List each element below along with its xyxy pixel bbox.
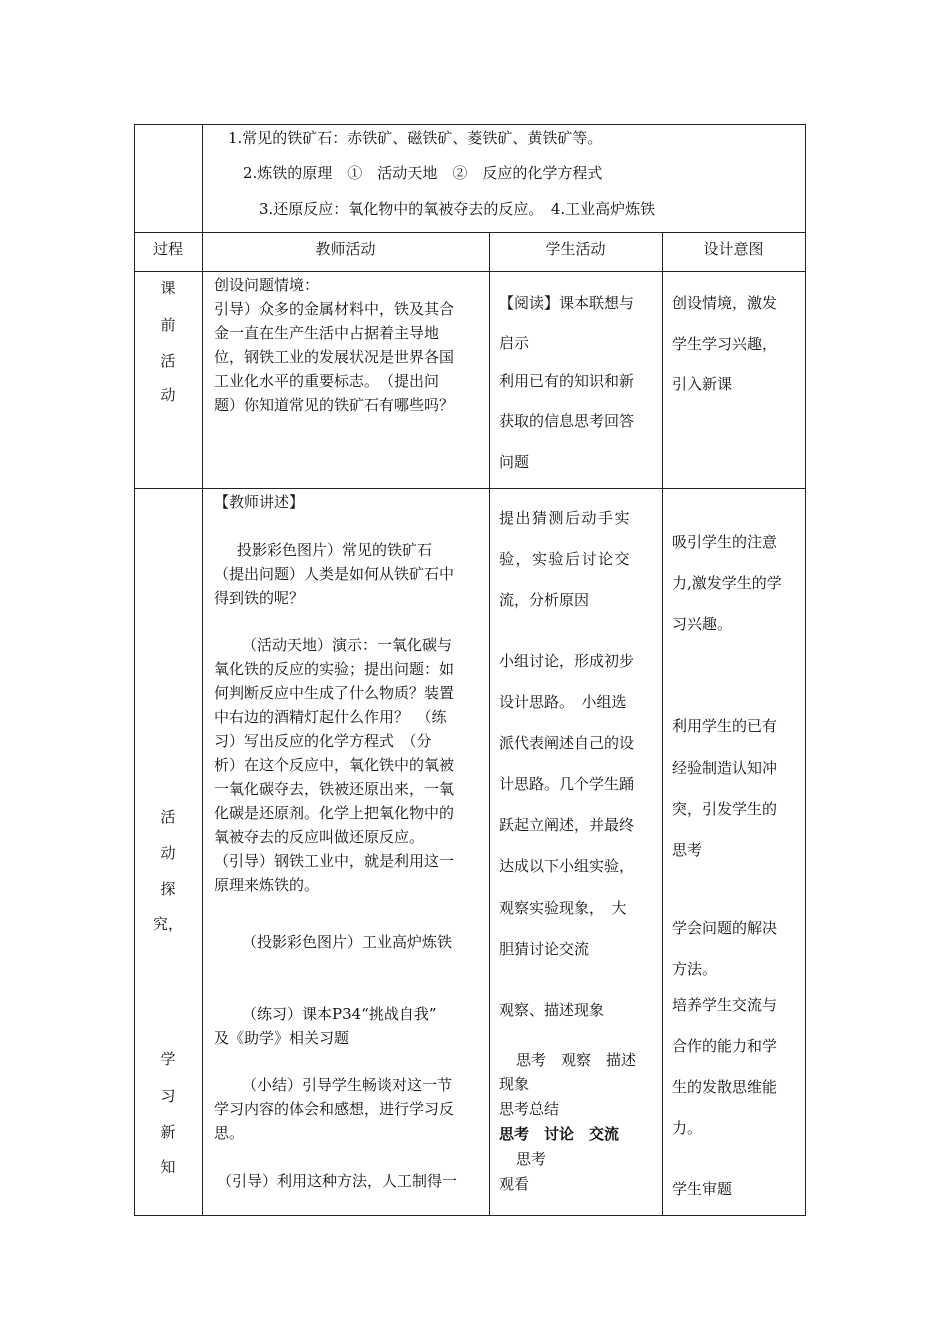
design-d2-line: 突，引发学生的 (672, 800, 778, 818)
row2-process-char: 探 (160, 880, 176, 898)
table-border-bottom (134, 1215, 806, 1216)
row1-design-line: 引入新课 (672, 375, 733, 393)
teacher-p5-line: 思。 (214, 1124, 245, 1142)
teacher-p3-line: （投影彩色图片）工业高炉炼铁 (242, 933, 453, 951)
summary-line-2: 2.炼铁的原理 ① 活动天地 ② 反应的化学方程式 (243, 164, 603, 182)
row1-student-line: 问题 (499, 453, 530, 471)
student-s2-line: 派代表阐述自己的设 (499, 734, 635, 752)
student-s2-line: 跃起立阐述，并最终 (499, 816, 635, 834)
table-rule-col2 (489, 232, 490, 1216)
student-s1-line: 流，分析原因 (499, 591, 590, 609)
table-border-right (805, 124, 806, 1216)
design-d2-line: 经验制造认知冲 (672, 759, 778, 777)
teacher-p1-line: 投影彩色图片）常见的铁矿石 (237, 541, 433, 559)
row1-teacher-line: 引导）众多的金属材料中，铁及其合 (214, 300, 455, 318)
student-s2-line: 计思路。几个学生踊 (499, 775, 635, 793)
teacher-p2-line: 氧化铁的反应的实验；提出问题：如 (214, 660, 455, 678)
teacher-section-title: 【教师讲述】 (214, 493, 305, 511)
teacher-p2-line: （引导）钢铁工业中，就是利用这一 (214, 852, 455, 870)
student-s6-line: 观看 (499, 1175, 530, 1193)
row1-teacher-line: 题）你知道常见的铁矿石有哪些吗？ (214, 396, 455, 414)
row1-design-line: 创设情境，激发 (672, 294, 778, 312)
student-s1-line: 提出猜测后动手实 (499, 509, 632, 527)
row1-student-line: 【阅读】课本联想与 (499, 294, 635, 312)
row1-design-line: 学生学习兴趣， (672, 335, 778, 353)
row1-process-char: 前 (160, 316, 176, 334)
row1-teacher-line: 工业化水平的重要标志。 （提出问 (214, 372, 440, 390)
row1-teacher-line: 金一直在生产生活中占据着主导地 (214, 324, 440, 342)
design-d3-line: 方法。 (672, 960, 718, 978)
design-d3-line: 力。 (672, 1119, 703, 1137)
teacher-p2-line: 氧被夺去的反应叫做还原反应。 (214, 828, 425, 846)
teacher-p2-line: 习）写出反应的化学方程式 （分 (214, 732, 432, 750)
table-border-top (134, 124, 806, 125)
teacher-p2-line: 化碳是还原剂。化学上把氧化物中的 (214, 804, 455, 822)
table-rule-col3 (662, 232, 663, 1216)
row2-process-char: 究， (152, 915, 183, 933)
header-design: 设计意图 (703, 240, 764, 258)
student-s1-line: 验，实验后讨论交 (499, 550, 632, 568)
row2-process-char: 学 (160, 1050, 176, 1068)
row1-process-char: 课 (160, 279, 176, 297)
header-process: 过程 (152, 240, 183, 258)
row1-student-line: 获取的信息思考回答 (499, 412, 635, 430)
student-s2-line: 设计思路。 小组选 (499, 693, 627, 711)
row2-process-char: 活 (160, 808, 176, 826)
teacher-p2-line: 原理来炼铁的。 (214, 876, 320, 894)
row1-process-char: 活 (160, 352, 176, 370)
student-s6-line: 思考 (516, 1150, 547, 1168)
teacher-p4-line: 及《助学》相关习题 (214, 1029, 350, 1047)
design-d3-line: 学会问题的解决 (672, 919, 778, 937)
design-d3-line: 培养学生交流与 (672, 996, 778, 1014)
student-s2-line: 胆猜讨论交流 (499, 940, 590, 958)
student-s2-line: 观察实验现象， 大 (499, 899, 627, 917)
design-d2-line: 思考 (672, 841, 703, 859)
student-s5-line: 思考 讨论 交流 (499, 1125, 620, 1143)
row1-teacher-line: 创设问题情境： (214, 276, 320, 294)
design-d4-line: 学生审题 (672, 1180, 733, 1198)
teacher-p2-line: （活动天地）演示：一氧化碳与 (242, 636, 453, 654)
table-rule-col1 (202, 124, 203, 1216)
teacher-p4-line: （练习）课本P34“挑战自我” (242, 1005, 437, 1023)
table-rule-header-top (134, 232, 806, 233)
summary-line-3: 3.还原反应：氧化物中的氧被夺去的反应。 4.工业高炉炼铁 (259, 200, 656, 218)
header-student: 学生活动 (545, 240, 606, 258)
teacher-p1-line: 得到铁的呢？ (214, 589, 305, 607)
design-d3-line: 生的发散思维能 (672, 1078, 778, 1096)
header-teacher: 教师活动 (315, 240, 376, 258)
student-s2-line: 达成以下小组实验， (499, 857, 635, 875)
row1-process-char: 动 (160, 386, 176, 404)
design-d3-line: 合作的能力和学 (672, 1037, 778, 1055)
student-s4-line: 现象 (499, 1075, 530, 1093)
student-s4-line: 思考 观察 描述 (516, 1051, 637, 1069)
teacher-p2-line: 中右边的酒精灯起什么作用？ （练 (214, 708, 447, 726)
teacher-p5-line: （小结）引导学生畅谈对这一节 (242, 1076, 453, 1094)
row2-process-char: 动 (160, 844, 176, 862)
student-s2-line: 小组讨论，形成初步 (499, 652, 635, 670)
teacher-p2-line: 何判断反应中生成了什么物质？装置 (214, 684, 455, 702)
teacher-p1-line: （提出问题）人类是如何从铁矿石中 (214, 565, 455, 583)
design-d2-line: 利用学生的已有 (672, 717, 778, 735)
row2-process-char: 知 (160, 1158, 176, 1176)
design-d1-line: 习兴趣。 (672, 615, 733, 633)
teacher-p2-line: 一氧化碳夺去，铁被还原出来，一氧 (214, 780, 455, 798)
design-d1-line: 吸引学生的注意 (672, 533, 778, 551)
summary-line-1: 1.常见的铁矿石：赤铁矿、磁铁矿、菱铁矿、黄铁矿等。 (228, 129, 603, 147)
table-rule-header-bottom (134, 271, 806, 272)
teacher-p5-line: 学习内容的体会和感想，进行学习反 (214, 1100, 455, 1118)
student-s3-line: 观察、描述现象 (499, 1001, 605, 1019)
row1-student-line: 利用已有的知识和新 (499, 372, 635, 390)
row2-process-char: 习 (160, 1087, 176, 1105)
row1-student-line: 启示 (499, 334, 530, 352)
student-s4-line: 思考总结 (499, 1100, 560, 1118)
table-rule-row1-bottom (134, 488, 806, 489)
teacher-p2-line: 析）在这个反应中，氧化铁中的氧被 (214, 756, 455, 774)
row2-process-char: 新 (160, 1123, 176, 1141)
teacher-p6-line: （引导）利用这种方法，人工制得一 (217, 1172, 458, 1190)
design-d1-line: 力,激发学生的学 (672, 574, 782, 592)
row1-teacher-line: 位，钢铁工业的发展状况是世界各国 (214, 348, 455, 366)
